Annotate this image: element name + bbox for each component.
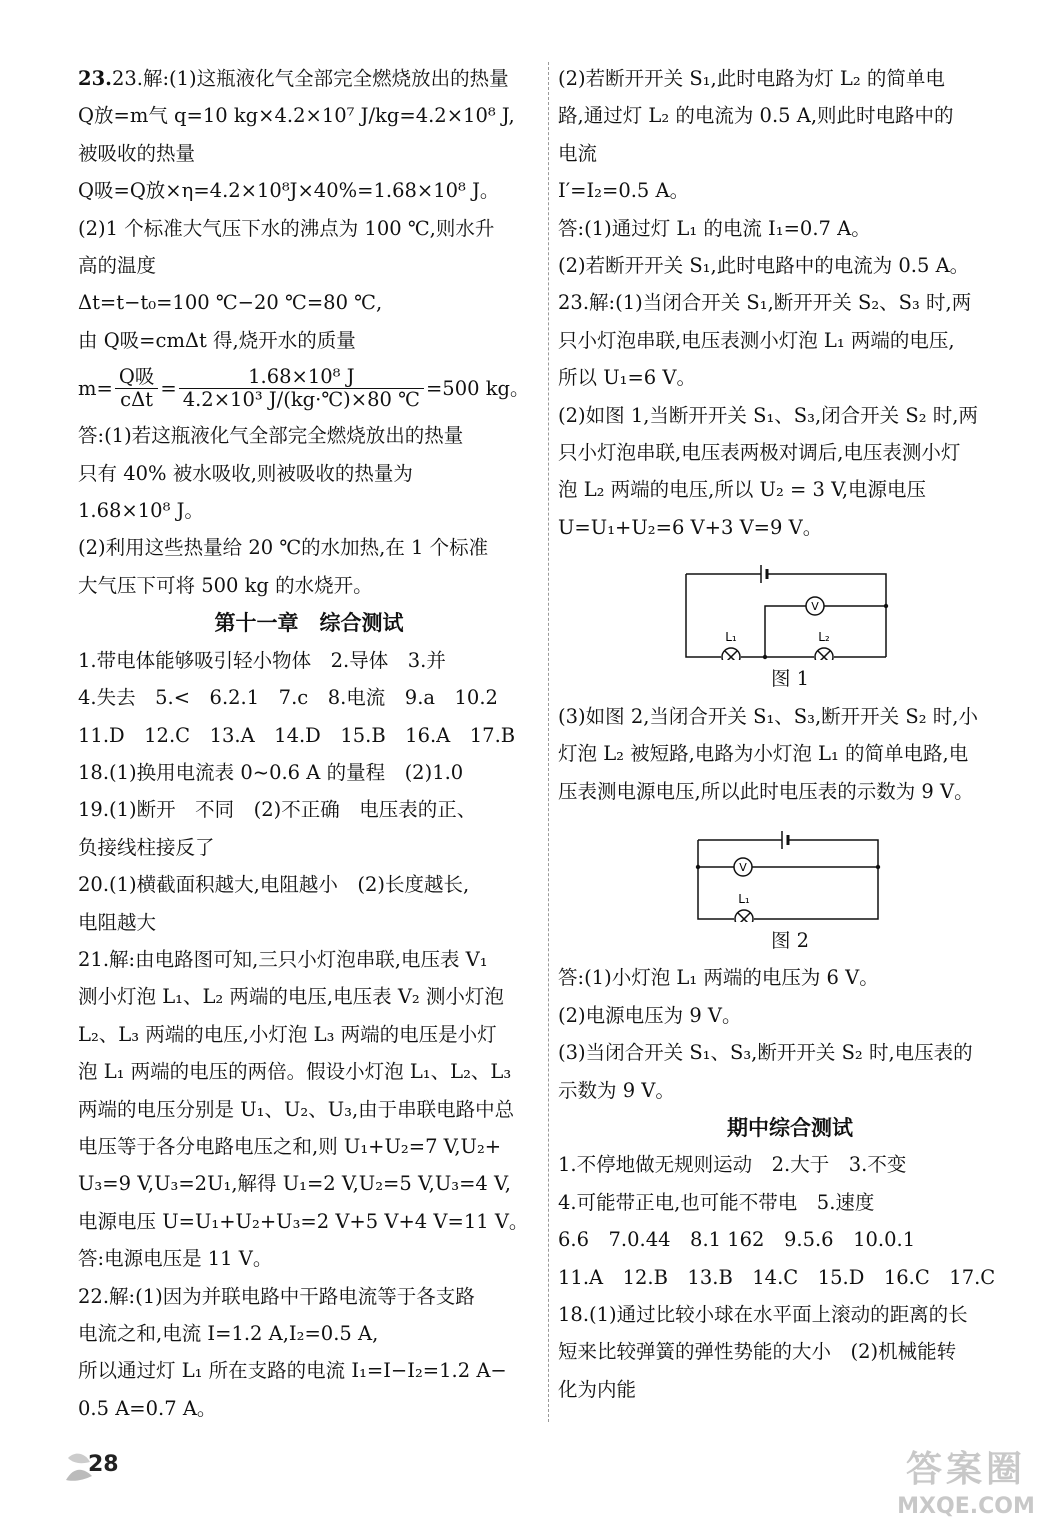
answer-line: 21.解:由电路图可知,三只小灯泡串联,电压表 V₁ [78, 947, 488, 971]
answer-line: (2)如图 1,当断开开关 S₁、S₃,闭合开关 S₂ 时,两 [558, 403, 978, 427]
lamp-1-icon [735, 910, 753, 922]
formula-line: Q放=m气 q=10 kg×4.2×10⁷ J/kg=4.2×10⁸ J, [78, 104, 515, 128]
answer-line: (2)若断开开关 S₁,此时电路为灯 L₂ 的简单电 [558, 67, 945, 90]
answer-line: 被吸收的热量 [78, 141, 196, 165]
section-heading-chapter-11: 第十一章 综合测试 [214, 610, 404, 636]
answer-line: 只小灯泡串联,电压表两极对调后,电压表测小灯 [558, 441, 961, 465]
answer-line: 压表测电源电压,所以此时电压表的示数为 9 V。 [558, 779, 974, 803]
watermark [876, 1446, 1056, 1530]
circuit-diagram-1 [558, 552, 1022, 660]
answer-line: 4.可能带正电,也可能不带电 5.速度 [558, 1190, 875, 1214]
section-heading-midterm: 期中综合测试 [727, 1114, 853, 1140]
circuit-2-wires [698, 840, 878, 919]
answer-line: 路,通过灯 L₂ 的电流为 0.5 A,则此时电路中的 [558, 104, 954, 128]
lamp-1-icon [722, 648, 740, 660]
fraction-equals: = [160, 376, 177, 400]
answer-line: U₃=9 V,U₃=2U₁,解得 U₁=2 V,U₂=5 V,U₃=4 V, [78, 1172, 511, 1196]
answer-line: 电流 [558, 141, 598, 165]
voltmeter-1-label: V [811, 600, 819, 614]
answer-line: 22.解:(1)因为并联电路中干路电流等于各支路 [78, 1284, 475, 1308]
answer-line: 电流之和,电流 I=1.2 A,I₂=0.5 A, [78, 1322, 379, 1345]
fraction-1-denominator: cΔt [120, 387, 154, 411]
formula-line: Q吸=Q放×η=4.2×10⁸J×40%=1.68×10⁸ J。 [78, 179, 500, 203]
answer-line: 所以 U₁=6 V。 [558, 366, 696, 390]
formula-line: U=U₁+U₂=6 V+3 V=9 V。 [558, 515, 823, 539]
answer-line: 6.6 7.0.44 8.1 162 9.5.6 10.0.1 [558, 1228, 916, 1252]
figure-2-caption: 图 2 [770, 928, 810, 952]
answer-line: 灯泡 L₂ 被短路,电路为小灯泡 L₁ 的简单电路,电 [558, 742, 969, 766]
answer-line: 答:(1)若这瓶液化气全部完全燃烧放出的热量 [78, 424, 464, 448]
fraction-2 [179, 366, 424, 411]
answer-line: 答:电源电压是 11 V。 [78, 1247, 273, 1271]
answer-line: 19.(1)断开 不同 (2)不正确 电压表的正、 [78, 798, 477, 822]
fraction-lhs: m= [78, 376, 113, 400]
page-number: 28 [88, 1452, 119, 1477]
answer-line: 只小灯泡串联,电压表测小灯泡 L₁ 两端的电压, [558, 328, 955, 352]
answer-line: 两端的电压分别是 U₁、U₂、U₃,由于串联电路中总 [78, 1097, 515, 1121]
answer-line: (2)1 个标准大气压下水的沸点为 100 ℃,则水升 [78, 216, 495, 240]
lamp-2-icon [815, 648, 833, 660]
lamp-2-label: L₂ [818, 630, 830, 645]
voltmeter-2-label: V [739, 860, 747, 874]
answer-line: 化为内能 [558, 1377, 637, 1401]
junction-dot [876, 865, 880, 869]
fraction-2-numerator: 1.68×10⁸ J [179, 366, 424, 389]
page-number-badge [62, 1446, 132, 1486]
junction-dot [696, 865, 700, 869]
answer-line: 电压等于各分电路电压之和,则 U₁+U₂=7 V,U₂+ [78, 1134, 502, 1158]
answer-line: (2)若断开开关 S₁,此时电路中的电流为 0.5 A。 [558, 254, 970, 278]
formula-line: I′=I₂=0.5 A。 [558, 179, 690, 203]
answer-line: 测小灯泡 L₁、L₂ 两端的电压,电压表 V₂ 测小灯泡 [78, 985, 504, 1009]
right-column [558, 60, 1022, 1408]
fraction-1-numerator: Q吸 [115, 366, 159, 389]
answer-line: 1.不停地做无规则运动 2.大于 3.不变 [558, 1153, 907, 1177]
fraction-1 [115, 366, 159, 411]
answer-line: 20.(1)横截面积越大,电阻越小 (2)长度越长, [78, 873, 470, 897]
answer-line: L₂、L₃ 两端的电压,小灯泡 L₃ 两端的电压是小灯 [78, 1022, 497, 1046]
fraction-2-denominator: 4.2×10³ J/(kg·℃)×80 ℃ [182, 387, 420, 411]
left-column [78, 60, 540, 1427]
answer-line: 18.(1)通过比较小球在水平面上滚动的距离的长 [558, 1302, 968, 1326]
answer-line: 由 Q吸=cmΔt 得,烧开水的质量 [78, 328, 356, 352]
answer-line: 大气压下可将 500 kg 的水烧开。 [78, 573, 373, 597]
figure-1-caption: 图 1 [770, 667, 810, 691]
answer-line: 所以通过灯 L₁ 所在支路的电流 I₁=I−I₂=1.2 A− [78, 1359, 507, 1383]
answer-line: 1.68×10⁸ J。 [78, 499, 204, 523]
answer-line: 答:(1)小灯泡 L₁ 两端的电压为 6 V。 [558, 966, 879, 990]
lamp-1-label: L₁ [725, 630, 737, 645]
answer-line: 11.D 12.C 13.A 14.D 15.B 16.A 17.B [78, 723, 516, 747]
junction-dot [884, 604, 888, 608]
watermark-url: MXQE.COM [897, 1494, 1035, 1519]
answer-line: 4.失去 5.< 6.2.1 7.c 8.电流 9.a 10.2 [78, 686, 498, 710]
answer-line: 11.A 12.B 13.B 14.C 15.D 16.C 17.C [558, 1265, 996, 1289]
answer-line: 短来比较弹簧的弹性势能的大小 (2)机械能转 [558, 1340, 957, 1364]
answer-line: 负接线柱接反了 [78, 835, 215, 859]
column-divider [548, 62, 549, 1422]
answer-line: 电源电压 U=U₁+U₂+U₃=2 V+5 V+4 V=11 V。 [78, 1209, 529, 1233]
answer-line: (3)当闭合开关 S₁、S₃,断开开关 S₂ 时,电压表的 [558, 1041, 973, 1065]
answer-line: 示数为 9 V。 [558, 1078, 675, 1102]
answer-line: (2)利用这些热量给 20 ℃的水加热,在 1 个标准 [78, 536, 489, 560]
watermark-logo-text: 答案圈 [905, 1449, 1026, 1490]
junction-dot [763, 655, 767, 659]
answer-line: 1.带电体能够吸引轻小物体 2.导体 3.并 [78, 648, 446, 672]
answer-line: 泡 L₂ 两端的电压,所以 U₂ = 3 V,电源电压 [558, 478, 927, 502]
circuit-1-wires [686, 574, 886, 657]
answer-line: 23.23.解:(1)这瓶液化气全部完全燃烧放出的热量 [78, 67, 509, 90]
answer-line: 18.(1)换用电流表 0~0.6 A 的量程 (2)1.0 [78, 760, 464, 784]
answer-line: 高的温度 [78, 254, 157, 278]
answer-line: 23.解:(1)当闭合开关 S₁,断开开关 S₂、S₃ 时,两 [558, 291, 972, 315]
answer-line: 只有 40% 被水吸收,则被吸收的热量为 [78, 461, 413, 485]
mass-fraction-formula [78, 359, 540, 417]
answer-line: (2)电源电压为 9 V。 [558, 1003, 742, 1027]
answer-line: 泡 L₁ 两端的电压的两倍。假设小灯泡 L₁、L₂、L₃ [78, 1060, 512, 1084]
answer-line: 答:(1)通过灯 L₁ 的电流 I₁=0.7 A。 [558, 216, 871, 240]
answer-line: 0.5 A=0.7 A。 [78, 1396, 217, 1420]
circuit-diagram-2 [558, 816, 1022, 922]
formula-line: Δt=t−t₀=100 ℃−20 ℃=80 ℃, [78, 291, 383, 315]
answer-line: 电阻越大 [78, 910, 157, 934]
answer-line: (3)如图 2,当闭合开关 S₁、S₃,断开开关 S₂ 时,小 [558, 704, 978, 728]
lamp-1-label: L₁ [738, 891, 750, 906]
fraction-rhs: =500 kg。 [425, 376, 530, 400]
